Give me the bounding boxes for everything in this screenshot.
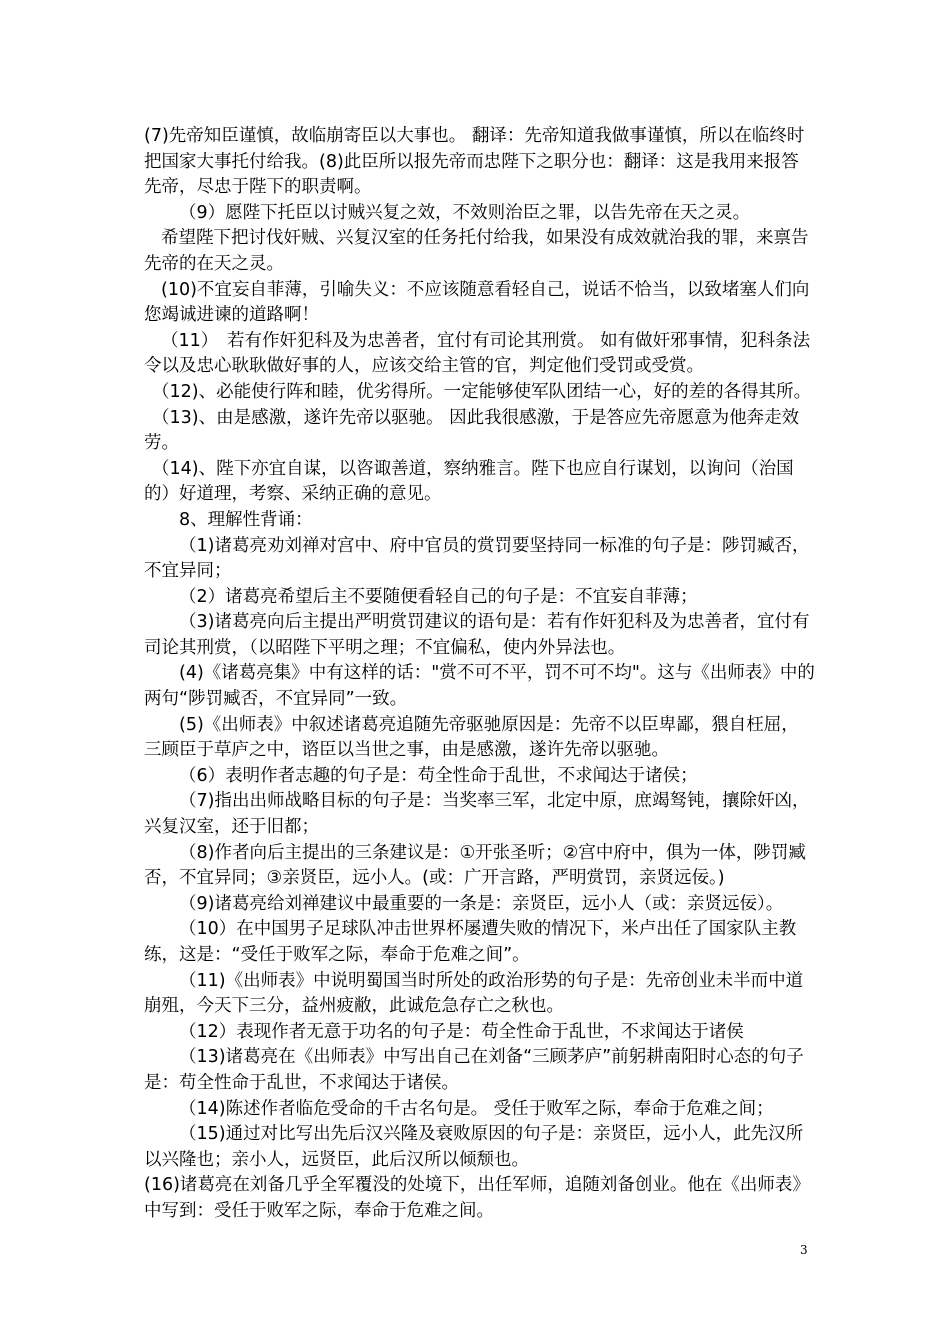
paragraph: （13)诸葛亮在《出师表》中写出自己在刘备“三顾茅庐”前躬耕南阳时心态的句子是：苟全性命于乱世，不求闻达于诸侯。	[144, 1047, 804, 1093]
page-number: 3	[800, 1243, 808, 1257]
paragraph: （3)诸葛亮向后主提出严明赏罚建议的语句是：若有作奸犯科及为忠善者，宜付有司论其刑赏，（以昭陛下平明之理；不宜偏私，使内外异法也。	[144, 612, 810, 658]
paragraph: （9）愿陛下托臣以讨贼兴复之效，不效则治臣之罪，以告先帝在天之灵。	[179, 202, 751, 223]
paragraph: （8)作者向后主提出的三条建议是：①开张圣听；②宫中府中，俱为一体，陟罚臧否，不宜异同；③亲贤臣，远小人。(或：广开言路，严明赏罚，亲贤远佞。)	[144, 842, 806, 889]
paragraph: （1)诸葛亮劝刘禅对宫中、府中官员的赏罚要坚持同一标准的句子是：陟罚臧否，不宜异同；	[144, 535, 810, 582]
paragraph: （11)《出师表》中说明蜀国当时所处的政治形势的句子是：先帝创业未半而中道崩殂，今天下三分，益州疲敝，此诚危急存亡之秋也。	[144, 970, 804, 1017]
paragraph: （2）诸葛亮希望后主不要随便看轻自己的句子是：不宜妄自菲薄；	[179, 586, 698, 607]
paragraph: (4)《诸葛亮集》中有这样的话："赏不可不平，罚不可不均"。这与《出师表》中的两句“陟罚臧否，不宜异同”一致。	[144, 663, 815, 710]
paragraph: 希望陛下把讨伐奸贼、兴复汉室的任务托付给我，如果没有成效就治我的罪，来禀告先帝的在天之灵。	[144, 228, 809, 274]
paragraph: （7)指出出师战略目标的句子是：当奖率三军，北定中原，庶竭驽钝，攘除奸凶，兴复汉室，还于旧都；	[144, 791, 810, 838]
paragraph: （15)通过对比写出先后汉兴隆及衰败原因的句子是：亲贤臣，远小人，此先汉所以兴隆也；亲小人，远贤臣，此后汉所以倾颓也。	[144, 1124, 804, 1170]
paragraph: （14)、陛下亦宜自谋，以咨诹善道，察纳雅言。陛下也应自行谋划，以询问（治国的）好道理，考察、采纳正确的意见。	[144, 458, 794, 505]
paragraph: （11） 若有作奸犯科及为忠善者，宜付有司论其刑赏。 如有做奸邪事情，犯科条法令以及忠心耿耿做好事的人，应该交给主管的官，判定他们受罚或受赏。	[144, 330, 811, 377]
paragraph: (7)先帝知臣谨慎，故临崩寄臣以大事也。 翻译：先帝知道我做事谨慎，所以在临终时把国家大事托付给我。(8)此臣所以报先帝而忠陛下之职分也：翻译：这是我用来报答先帝，尽忠于陛下的职责啊。	[144, 126, 805, 198]
section-heading: 8、理解性背诵：	[179, 509, 313, 530]
paragraph: （9)诸葛亮给刘禅建议中最重要的一条是：亲贤臣，远小人（或：亲贤远佞）。	[179, 893, 784, 914]
paragraph: （6）表明作者志趣的句子是：苟全性命于乱世，不求闻达于诸侯；	[179, 765, 698, 786]
paragraph: （10）在中国男子足球队冲击世界杯屡遭失败的情况下，米卢出任了国家队主教练，这是：“受任于败军之际，奉命于危难之间”。	[144, 919, 797, 965]
document-body	[144, 124, 816, 1225]
paragraph: (16)诸葛亮在刘备几乎全军覆没的处境下，出任军师，追随刘备创业。他在《出师表》中写到：受任于败军之际，奉命于危难之间。	[144, 1175, 810, 1221]
paragraph: （12)、必能使行阵和睦，优劣得所。一定能够使军队团结一心，好的差的各得其所。	[152, 381, 812, 402]
paragraph: (5)《出师表》中叙述诸葛亮追随先帝驱驰原因是：先帝不以臣卑鄙，猥自枉屈，三顾臣于草庐之中，谘臣以当世之事，由是感激，遂许先帝以驱驰。	[144, 714, 799, 761]
paragraph: （12）表现作者无意于功名的句子是：苟全性命于乱世，不求闻达于诸侯	[179, 1021, 744, 1042]
paragraph: （14)陈述作者临危受命的千古名句是。 受任于败军之际，奉命于危难之间；	[179, 1098, 774, 1119]
paragraph: （13)、由是感激，遂许先帝以驱驰。 因此我很感激，于是答应先帝愿意为他奔走效劳。	[144, 407, 800, 454]
paragraph: (10)不宜妄自菲薄，引喻失义：不应该随意看轻自己，说话不恰当，以致堵塞人们向您竭诚进谏的道路啊！	[144, 279, 810, 326]
